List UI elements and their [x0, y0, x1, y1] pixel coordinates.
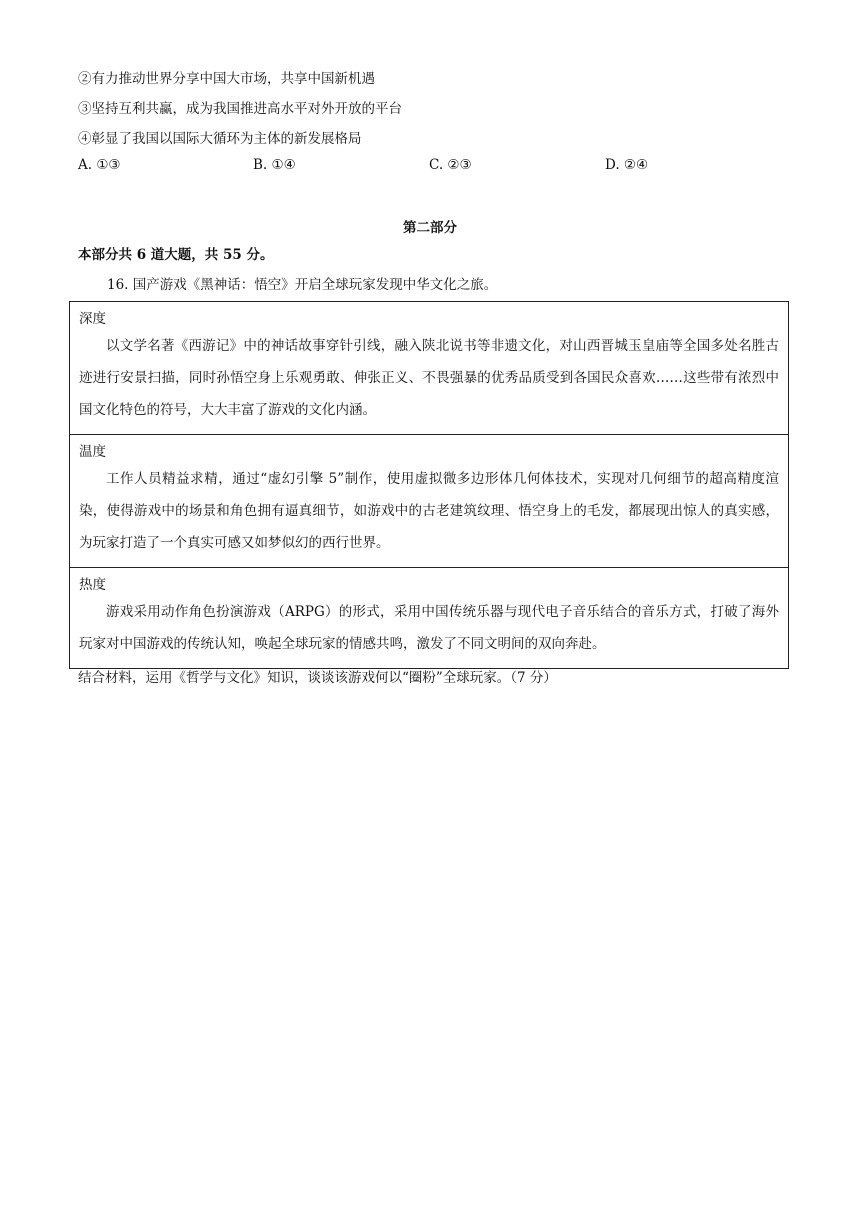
statement-4: ④彰显了我国以国际大循环为主体的新发展格局	[78, 131, 362, 147]
section-title: 温度	[79, 444, 106, 460]
section-body: 游戏采用动作角色扮演游戏（ARPG）的形式，采用中国传统乐器与现代电子音乐结合的音乐方式，打破了海外玩家对中国游戏的传统认知，唤起全球玩家的情感共鸣，激发了不同文明间的双向奔赴。	[79, 604, 779, 652]
material-table	[69, 301, 789, 669]
section-body: 工作人员精益求精，通过“虚幻引擎 5”制作，使用虚拟微多边形体几何体技术，实现对几何细节的超高精度渲染，使得游戏中的场景和角色拥有逼真细节，如游戏中的古老建筑纹理、悟空身上的毛发，都展现出惊人的真实感，为玩家打造了一个真实可感又如梦似幻的西行世界。	[79, 471, 779, 551]
option-b: B. ①④	[253, 157, 296, 173]
option-c: C. ②③	[429, 157, 472, 173]
section-title: 热度	[79, 577, 106, 593]
material-section-depth	[70, 302, 788, 435]
option-d: D. ②④	[605, 157, 649, 173]
statement-2: ②有力推动世界分享中国大市场，共享中国新机遇	[78, 71, 375, 87]
material-section-warmth	[70, 435, 788, 568]
question-prompt: 结合材料，运用《哲学与文化》知识，谈谈该游戏何以“圈粉”全球玩家。（7 分）	[78, 670, 557, 686]
part-title: 第二部分	[403, 220, 457, 236]
section-body: 以文学名著《西游记》中的神话故事穿针引线，融入陕北说书等非遗文化，对山西晋城玉皇庙等全国多处名胜古迹进行安景扫描，同时孙悟空身上乐观勇敢、伸张正义、不畏强暴的优秀品质受到各国民众喜欢……这些带有浓烈中国文化特色的符号，大大丰富了游戏的文化内涵。	[79, 338, 779, 418]
option-a: A. ①③	[78, 157, 121, 173]
part-intro: 本部分共 6 道大题，共 55 分。	[78, 247, 274, 263]
material-section-heat	[70, 568, 788, 668]
question-stem: 16. 国产游戏《黑神话：悟空》开启全球玩家发现中华文化之旅。	[107, 277, 498, 293]
section-title: 深度	[79, 311, 106, 327]
statement-3: ③坚持互利共赢，成为我国推进高水平对外开放的平台	[78, 101, 402, 117]
